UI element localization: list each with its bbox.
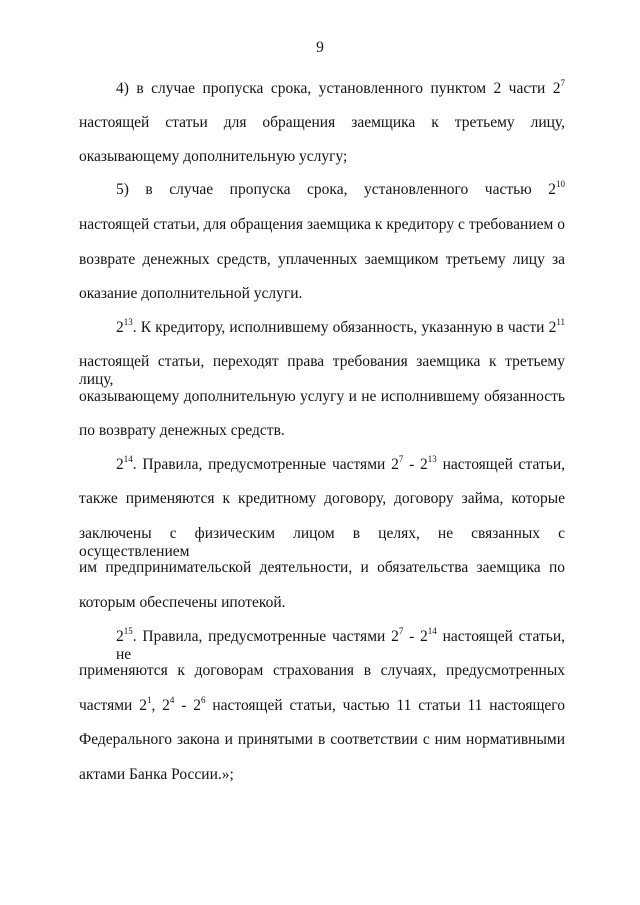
text-segment: Федерального закона и принятыми в соответствии с ним нормативными [79, 731, 565, 748]
text-line [79, 114, 565, 132]
text-segment: актами Банка России.»; [79, 766, 234, 783]
text-segment: применяются к договорам страхования в случаях, предусмотренных [79, 662, 565, 679]
text-segment: которым обеспечены ипотекой. [79, 594, 286, 611]
text-segment: 2 [116, 319, 124, 336]
superscript: 6 [201, 694, 206, 705]
text-line [79, 285, 565, 303]
text-line [79, 422, 565, 440]
text-segment: - 2 [174, 697, 201, 714]
superscript: 1 [146, 694, 152, 705]
text-line [79, 662, 565, 680]
text-line [116, 625, 565, 664]
text-segment: по возврату денежных средств. [79, 422, 285, 439]
text-segment: заключены с физическим лицом в целях, не связанных с осуществлением [79, 525, 565, 560]
text-segment: - 2 [403, 628, 428, 645]
text-line [79, 694, 566, 715]
text-line [116, 316, 565, 337]
text-line [79, 559, 565, 577]
superscript: 7 [398, 625, 404, 636]
text-segment: настоящей статьи, [436, 456, 565, 473]
text-line [79, 490, 565, 508]
text-segment: 4) в случае пропуска срока, установленного пунктом 2 части 2 [116, 80, 561, 97]
text-line [116, 178, 565, 199]
text-segment: также применяются к кредитному договору, договору займа, которые [79, 490, 565, 507]
superscript: 14 [427, 625, 437, 636]
text-segment: . К кредитору, исполнившему обязанность, указанную в части 2 [132, 319, 557, 336]
text-line [116, 77, 565, 98]
text-segment: настоящей статьи, переходят права требования заемщика к третьему лицу, [79, 353, 565, 388]
superscript: 11 [556, 316, 565, 327]
superscript: 13 [427, 453, 437, 464]
superscript: 13 [123, 316, 133, 327]
text-line [79, 251, 565, 269]
text-segment: . Правила, предусмотренные частями 2 [132, 456, 399, 473]
superscript: 7 [398, 453, 404, 464]
superscript: 4 [169, 694, 175, 705]
text-line [116, 453, 565, 474]
text-line [79, 594, 565, 612]
text-segment: 2 [116, 456, 124, 473]
text-segment: оказывающему дополнительную услугу; [79, 148, 348, 165]
superscript: 7 [560, 77, 565, 88]
text-segment: - 2 [403, 456, 428, 473]
text-line [79, 766, 565, 784]
superscript: 14 [123, 453, 133, 464]
superscript: 10 [556, 178, 565, 189]
superscript: 15 [123, 625, 133, 636]
text-line [79, 216, 565, 234]
text-segment: настоящей статьи, частью 11 статьи 11 настоящего [205, 697, 566, 714]
text-segment: настоящей статьи, не [116, 628, 565, 663]
text-segment: оказывающему дополнительную услугу и не исполнившему обязанность [79, 388, 565, 405]
text-segment: частями 2 [79, 697, 147, 714]
text-line [79, 353, 565, 389]
text-segment: настоящей статьи, для обращения заемщика к кредитору с требованием о [79, 216, 565, 233]
text-segment: настоящей статьи для обращения заемщика к третьему лицу, [79, 114, 565, 131]
text-segment: 5) в случае пропуска срока, установленного частью 2 [116, 181, 556, 198]
text-segment: возврате денежных средств, уплаченных заемщиком третьему лицу за [79, 251, 565, 268]
text-segment: им предпринимательской деятельности, и обязательства заемщика по [79, 559, 565, 576]
text-segment: . Правила, предусмотренные частями 2 [132, 628, 399, 645]
text-segment: оказание дополнительной услуги. [79, 285, 303, 302]
page-number: 9 [316, 39, 324, 56]
text-line [79, 731, 565, 749]
text-segment: , 2 [151, 697, 170, 714]
text-line [79, 388, 565, 406]
text-line [79, 148, 565, 166]
text-line [79, 525, 565, 561]
text-segment: 2 [116, 628, 124, 645]
